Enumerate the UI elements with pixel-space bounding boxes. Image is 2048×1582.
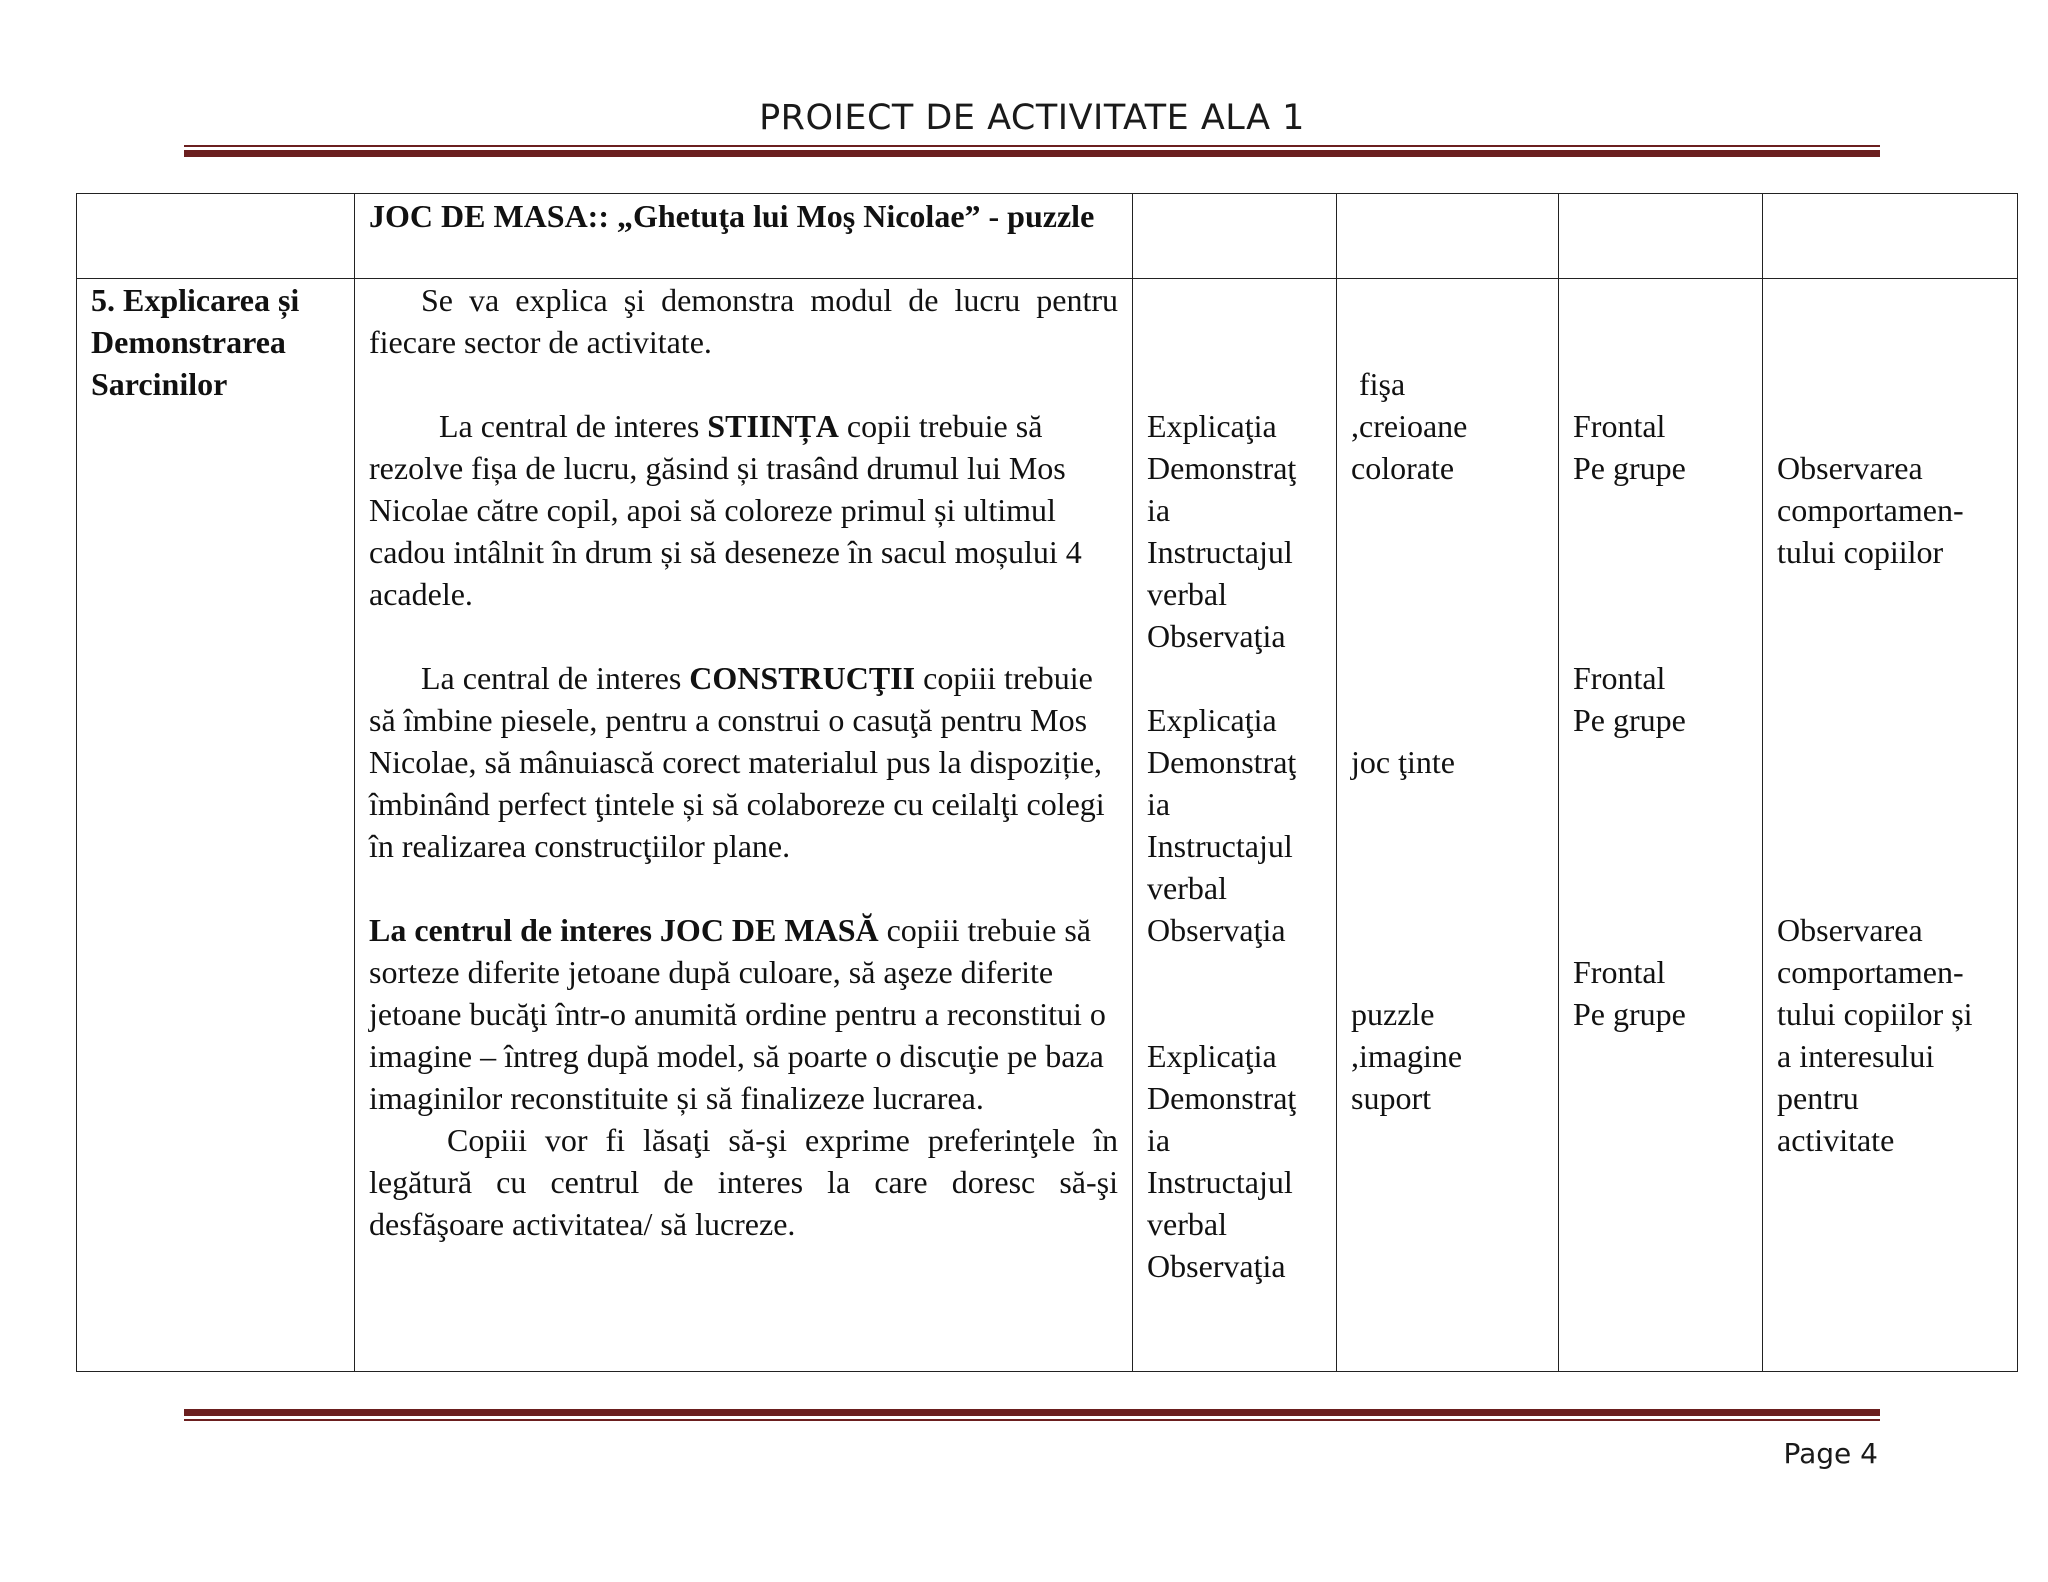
organization-item: Pe grupe xyxy=(1573,450,1686,486)
stiinta-prefix: La central de interes xyxy=(439,408,708,444)
evaluation-item: comportamen- xyxy=(1777,954,1964,990)
table-cell xyxy=(1559,194,1763,279)
stage-line: Demonstrarea xyxy=(91,324,286,360)
table-row xyxy=(77,279,2018,1372)
table-cell xyxy=(1337,194,1559,279)
method-item: Observaţia xyxy=(1147,912,1286,948)
organization-block xyxy=(1573,657,1748,741)
organization-cell xyxy=(1559,279,1763,1372)
method-item: Observaţia xyxy=(1147,1248,1286,1284)
joc-de-masa-text: copiii trebuie să sorteze diferite jetoane după culoare, să aşeze diferite jetoane bucăţi într-o anumită ordine pentru a reconstitui o imagine – întreg după model, să poarte o discuţie pe baza imaginilor reconstituite și să finalizeze lucrarea. xyxy=(369,912,1106,1116)
method-item: verbal xyxy=(1147,870,1227,906)
method-item: ia xyxy=(1147,492,1171,528)
resources-block xyxy=(1351,993,1544,1119)
method-item: ia xyxy=(1147,1122,1171,1158)
joc-de-masa-paragraph xyxy=(369,909,1118,1119)
method-item: ia xyxy=(1147,786,1171,822)
resource-item: puzzle xyxy=(1351,996,1435,1032)
activity-title: JOC DE MASA:: „Ghetuţa lui Moş Nicolae” - puzzle xyxy=(369,198,1095,234)
stiinta-name: STIINȚA xyxy=(707,408,839,444)
methods-block xyxy=(1147,699,1322,951)
stiinta-paragraph xyxy=(369,405,1118,615)
resources-block xyxy=(1351,741,1544,783)
method-item: Demonstraţ xyxy=(1147,744,1297,780)
resources-block xyxy=(1351,363,1544,489)
table-cell xyxy=(1133,194,1337,279)
constructii-name: CONSTRUCŢII xyxy=(689,660,916,696)
methods-block xyxy=(1147,405,1322,657)
activity-table xyxy=(76,193,2018,1372)
page-number: Page 4 xyxy=(1783,1437,1878,1470)
organization-item: Pe grupe xyxy=(1573,702,1686,738)
method-item: Observaţia xyxy=(1147,618,1286,654)
resources-cell xyxy=(1337,279,1559,1372)
organization-item: Frontal xyxy=(1573,408,1666,444)
resource-item: ,imagine xyxy=(1351,1038,1463,1074)
evaluation-item: comportamen- xyxy=(1777,492,1964,528)
method-item: verbal xyxy=(1147,1206,1227,1242)
methods-block xyxy=(1147,1035,1322,1287)
constructii-prefix: La central de interes xyxy=(421,660,690,696)
closing-paragraph: Copiii vor fi lăsaţi să-şi exprime preferinţele în legătură cu centrul de interes la care doresc să-şi desfăşoare activitatea/ să lucreze. xyxy=(369,1122,1118,1242)
table-cell xyxy=(1763,194,2018,279)
evaluation-item: tului copiilor și xyxy=(1777,996,1973,1032)
content-cell xyxy=(355,279,1133,1372)
resource-item: ,creioane xyxy=(1351,408,1468,444)
joc-de-masa-name: La centrul de interes JOC DE MASĂ xyxy=(369,912,879,948)
organization-block xyxy=(1573,405,1748,489)
stage-cell xyxy=(77,279,355,1372)
method-item: Explicaţia xyxy=(1147,1038,1277,1074)
evaluation-item: Observarea xyxy=(1777,912,1923,948)
resource-item: joc ţinte xyxy=(1351,744,1455,780)
method-item: Demonstraţ xyxy=(1147,450,1297,486)
evaluation-item: Observarea xyxy=(1777,450,1923,486)
method-item: Explicaţia xyxy=(1147,702,1277,738)
table-row xyxy=(77,194,2018,279)
constructii-text: copiii trebuie să îmbine piesele, pentru a construi o casuţă pentru Mos Nicolae, să mânuiască corect materialul pus la dispoziție, îmbinând perfect ţintele și să colaboreze cu ceilalţi colegi în realizarea construcţiilor plane. xyxy=(369,660,1105,864)
methods-cell xyxy=(1133,279,1337,1372)
method-item: Instructajul xyxy=(1147,828,1293,864)
table-cell xyxy=(77,194,355,279)
method-item: Instructajul xyxy=(1147,534,1293,570)
stiinta-text: copii trebuie să rezolve fișa de lucru, găsind și trasând drumul lui Mos Nicolae către copil, apoi să coloreze primul și ultimul cadou intâlnit în drum și să deseneze în sacul moșului 4 acadele. xyxy=(369,408,1082,612)
evaluation-block xyxy=(1777,447,2003,573)
stage-line: Sarcinilor xyxy=(91,366,228,402)
method-item: verbal xyxy=(1147,576,1227,612)
constructii-paragraph xyxy=(369,657,1118,867)
method-item: Instructajul xyxy=(1147,1164,1293,1200)
activity-title-cell xyxy=(355,194,1133,279)
evaluation-block xyxy=(1777,909,2003,1161)
evaluation-item: pentru xyxy=(1777,1080,1859,1116)
header-divider xyxy=(184,145,1880,157)
organization-block xyxy=(1573,951,1748,1035)
resource-item: fişa xyxy=(1351,366,1406,402)
organization-item: Frontal xyxy=(1573,954,1666,990)
evaluation-item: activitate xyxy=(1777,1122,1895,1158)
resource-item: colorate xyxy=(1351,450,1455,486)
method-item: Demonstraţ xyxy=(1147,1080,1297,1116)
method-item: Explicaţia xyxy=(1147,408,1277,444)
organization-item: Pe grupe xyxy=(1573,996,1686,1032)
stage-line: 5. Explicarea și xyxy=(91,282,300,318)
evaluation-cell xyxy=(1763,279,2018,1372)
resource-item: suport xyxy=(1351,1080,1431,1116)
evaluation-item: tului copiilor xyxy=(1777,534,1944,570)
footer-divider xyxy=(184,1409,1880,1421)
evaluation-item: a interesului xyxy=(1777,1038,1935,1074)
intro-paragraph: Se va explica şi demonstra modul de lucru pentru fiecare sector de activitate. xyxy=(369,282,1118,360)
page-header-title: PROIECT DE ACTIVITATE ALA 1 xyxy=(759,98,1305,138)
organization-item: Frontal xyxy=(1573,660,1666,696)
